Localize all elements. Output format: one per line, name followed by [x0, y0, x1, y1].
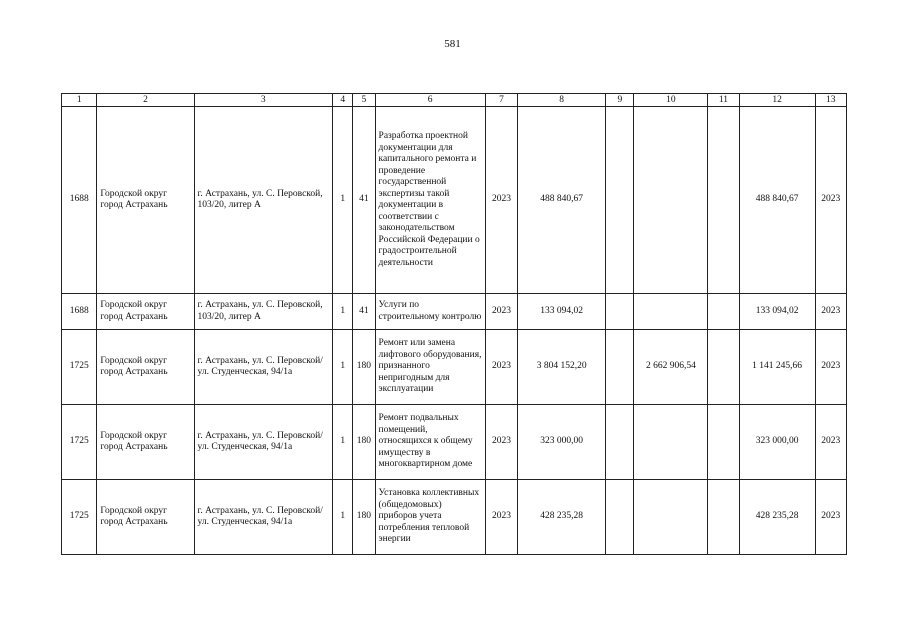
cell-col10: 2 662 906,54 [634, 330, 708, 405]
table-row [62, 330, 847, 405]
cell-col9 [606, 405, 634, 480]
cell-completion-year: 2023 [815, 107, 846, 294]
cell-col5: 41 [353, 107, 375, 294]
cell-municipality: Городской округ город Астрахань [97, 330, 194, 405]
cell-total-cost: 428 235,28 [518, 480, 606, 555]
cell-object-id: 1725 [62, 480, 97, 555]
table-row [62, 294, 847, 330]
cell-work-type: Установка коллективных (общедомовых) приборов учета потребления тепловой энергии [375, 480, 485, 555]
column-header: 2 [97, 94, 194, 107]
cell-col9 [606, 330, 634, 405]
cell-col10 [634, 480, 708, 555]
cell-col11 [708, 405, 739, 480]
cell-municipality: Городской округ город Астрахань [97, 480, 194, 555]
cell-object-id: 1688 [62, 107, 97, 294]
cell-col12: 323 000,00 [739, 405, 815, 480]
cell-address: г. Астрахань, ул. С. Перовской/ ул. Студенческая, 94/1а [194, 480, 333, 555]
column-header: 1 [62, 94, 97, 107]
cell-col10 [634, 405, 708, 480]
cell-col9 [606, 107, 634, 294]
cell-col5: 180 [353, 405, 375, 480]
cell-col5: 180 [353, 330, 375, 405]
page-number: 581 [444, 38, 461, 50]
cell-col11 [708, 107, 739, 294]
column-header: 13 [815, 94, 846, 107]
cell-address: г. Астрахань, ул. С. Перовской/ ул. Студенческая, 94/1а [194, 330, 333, 405]
table-row [62, 480, 847, 555]
cell-work-type: Услуги по строительному контролю [375, 294, 485, 330]
cell-object-id: 1725 [62, 405, 97, 480]
cell-work-type: Разработка проектной документации для капитального ремонта и проведение государственной экспертизы такой документации в соответствии с законодательством Российской Федерации о градостроительной деятельности [375, 107, 485, 294]
cell-municipality: Городской округ город Астрахань [97, 294, 194, 330]
cell-year: 2023 [485, 330, 517, 405]
cell-col5: 180 [353, 480, 375, 555]
cell-col10 [634, 107, 708, 294]
column-header: 4 [333, 94, 353, 107]
cell-col11 [708, 330, 739, 405]
column-header: 3 [194, 94, 333, 107]
column-header: 7 [485, 94, 517, 107]
cell-object-id: 1725 [62, 330, 97, 405]
column-header: 10 [634, 94, 708, 107]
cell-total-cost: 3 804 152,20 [518, 330, 606, 405]
cell-year: 2023 [485, 107, 517, 294]
column-header: 11 [708, 94, 739, 107]
cell-year: 2023 [485, 480, 517, 555]
cell-total-cost: 133 094,02 [518, 294, 606, 330]
column-header: 8 [518, 94, 606, 107]
cell-col12: 133 094,02 [739, 294, 815, 330]
cell-col10 [634, 294, 708, 330]
cell-completion-year: 2023 [815, 405, 846, 480]
column-header: 12 [739, 94, 815, 107]
cell-col12: 428 235,28 [739, 480, 815, 555]
cell-col4: 1 [333, 294, 353, 330]
cell-total-cost: 488 840,67 [518, 107, 606, 294]
cell-col4: 1 [333, 405, 353, 480]
table-row [62, 107, 847, 294]
cell-address: г. Астрахань, ул. С. Перовской, 103/20, литер А [194, 107, 333, 294]
cell-address: г. Астрахань, ул. С. Перовской, 103/20, литер А [194, 294, 333, 330]
column-header: 6 [375, 94, 485, 107]
cell-object-id: 1688 [62, 294, 97, 330]
cell-year: 2023 [485, 405, 517, 480]
cell-col12: 488 840,67 [739, 107, 815, 294]
cell-total-cost: 323 000,00 [518, 405, 606, 480]
cell-work-type: Ремонт или замена лифтового оборудования, признанного непригодным для эксплуатации [375, 330, 485, 405]
cell-municipality: Городской округ город Астрахань [97, 107, 194, 294]
cell-completion-year: 2023 [815, 294, 846, 330]
column-header: 9 [606, 94, 634, 107]
cell-year: 2023 [485, 294, 517, 330]
header-row [62, 94, 847, 107]
cell-completion-year: 2023 [815, 480, 846, 555]
cell-col5: 41 [353, 294, 375, 330]
column-header: 5 [353, 94, 375, 107]
cell-col4: 1 [333, 330, 353, 405]
cell-col12: 1 141 245,66 [739, 330, 815, 405]
cell-col4: 1 [333, 480, 353, 555]
cell-address: г. Астрахань, ул. С. Перовской/ ул. Студенческая, 94/1а [194, 405, 333, 480]
cell-col9 [606, 294, 634, 330]
table-row [62, 405, 847, 480]
cell-col4: 1 [333, 107, 353, 294]
cell-completion-year: 2023 [815, 330, 846, 405]
cell-municipality: Городской округ город Астрахань [97, 405, 194, 480]
cell-col11 [708, 294, 739, 330]
cell-col9 [606, 480, 634, 555]
cell-work-type: Ремонт подвальных помещений, относящихся к общему имуществу в многоквартирном доме [375, 405, 485, 480]
cell-col11 [708, 480, 739, 555]
capital-repair-table [61, 93, 847, 555]
